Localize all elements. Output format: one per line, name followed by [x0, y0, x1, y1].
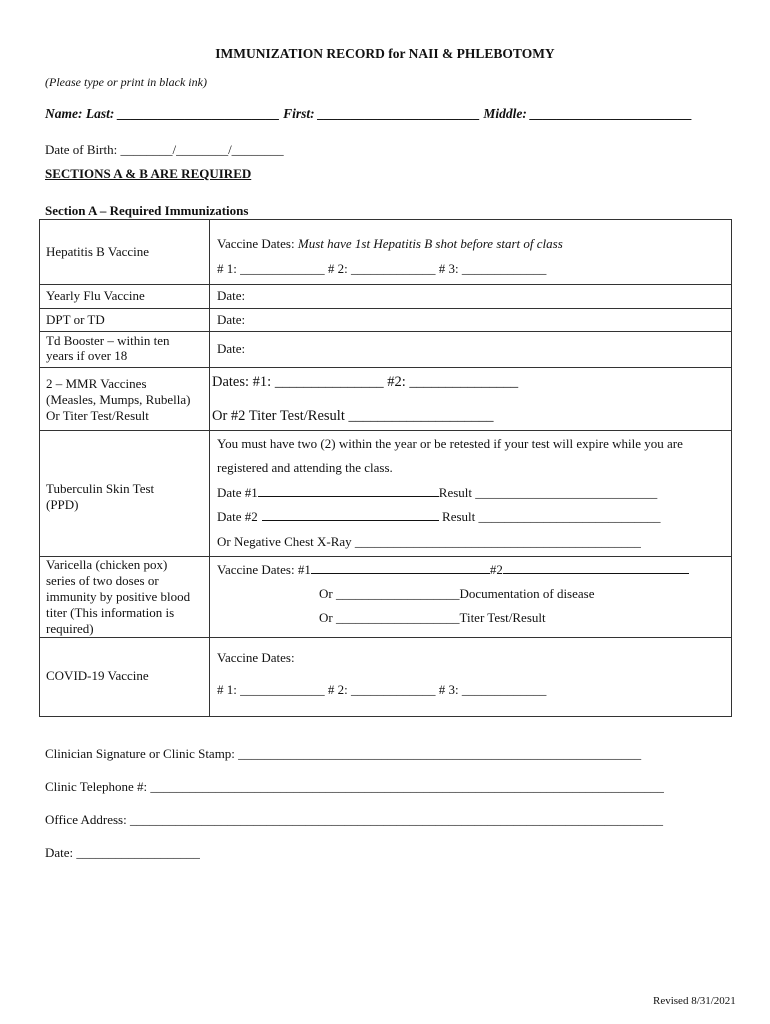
varicella-date2-line[interactable]: [503, 562, 689, 574]
covid-dates-heading: Vaccine Dates:: [217, 650, 295, 665]
tb-requirement-note-line2: registered and attending the class.: [217, 460, 393, 475]
varicella-label-line4: titer (This information is: [46, 605, 175, 620]
clinician-signature-field[interactable]: Clinician Signature or Clinic Stamp: ______________________________________________________________: [45, 746, 642, 761]
dpt-label: DPT or TD: [46, 312, 105, 327]
name-field-line[interactable]: Name: Last: ________________________ First: ________________________ Middle: ________________________: [45, 106, 693, 121]
varicella-label-line2: series of two doses or: [46, 573, 159, 588]
td-booster-date-field[interactable]: Date:: [217, 341, 246, 356]
hepatitis-b-label: Hepatitis B Vaccine: [46, 244, 150, 259]
flu-vaccine-label: Yearly Flu Vaccine: [46, 288, 145, 303]
hepatitis-b-dates-heading: [217, 236, 563, 252]
date-of-birth-field[interactable]: Date of Birth: ________/________/________: [45, 142, 284, 157]
tb-date1-label: Date #1: [217, 485, 258, 500]
clinic-telephone-field[interactable]: Clinic Telephone #: _______________________________________________________________________________: [45, 779, 664, 794]
tb-date2-line[interactable]: [262, 509, 439, 521]
table-row-divider: [39, 331, 732, 332]
varicella-date1-line[interactable]: [311, 562, 490, 574]
varicella-label-line3: immunity by positive blood: [46, 589, 191, 604]
table-row-divider: [39, 430, 732, 431]
tb-date2-row[interactable]: [217, 509, 661, 525]
table-column-divider: [209, 219, 210, 717]
covid-vaccine-label: COVID-19 Vaccine: [46, 668, 149, 683]
dpt-date-field[interactable]: Date:: [217, 312, 246, 327]
varicella-label: Varicella (chicken pox): [46, 557, 168, 572]
sections-required-heading: SECTIONS A & B ARE REQUIRED: [45, 166, 252, 181]
tb-skin-test-label: Tuberculin Skin Test: [46, 481, 155, 496]
table-row-divider: [39, 367, 732, 368]
ink-instruction: (Please type or print in black ink): [45, 75, 207, 89]
table-row-divider: [39, 308, 732, 309]
varicella-titer-field[interactable]: Or ___________________Titer Test/Result: [319, 610, 546, 625]
office-address-field[interactable]: Office Address: __________________________________________________________________________________: [45, 812, 663, 827]
tb-date2-label: Date #2: [217, 509, 258, 524]
date-field[interactable]: Date: ___________________: [45, 845, 200, 860]
varicella-dates-row[interactable]: [217, 562, 689, 578]
varicella-documentation-field[interactable]: Or ___________________Documentation of disease: [319, 586, 595, 601]
table-row-divider: [39, 284, 732, 285]
tb-result2-field[interactable]: Result ____________________________: [438, 509, 661, 524]
varicella-dates-prefix: Vaccine Dates: #1: [217, 562, 311, 577]
covid-dates-field[interactable]: # 1: _____________ # 2: _____________ # 3: _____________: [217, 682, 547, 697]
revision-date: Revised 8/31/2021: [653, 995, 736, 1007]
hepatitis-b-dates-prefix: Vaccine Dates:: [217, 236, 298, 251]
tb-skin-test-label-line2: (PPD): [46, 497, 79, 512]
hepatitis-b-dates-field[interactable]: # 1: _____________ # 2: _____________ # 3: _____________: [217, 261, 547, 276]
td-booster-label: Td Booster – within ten: [46, 333, 170, 348]
table-row-divider: [39, 637, 732, 638]
mmr-label: 2 – MMR Vaccines: [46, 376, 147, 391]
tb-requirement-note: You must have two (2) within the year or be retested if your test will expire while you are: [217, 436, 683, 451]
tb-date1-line[interactable]: [258, 485, 439, 497]
mmr-label-line2: (Measles, Mumps, Rubella): [46, 392, 191, 407]
varicella-label-line5: required): [46, 621, 94, 636]
td-booster-label-line2: years if over 18: [46, 348, 128, 363]
tb-chest-xray-field[interactable]: Or Negative Chest X-Ray ____________________________________________: [217, 534, 641, 549]
tb-result1-field[interactable]: Result ____________________________: [438, 485, 658, 500]
hepatitis-b-requirement-note: Must have 1st Hepatitis B shot before start of class: [297, 236, 563, 251]
mmr-titer-field[interactable]: Or #2 Titer Test/Result ____________________: [212, 408, 494, 424]
tb-date1-row[interactable]: [217, 485, 657, 501]
flu-vaccine-date-field[interactable]: Date:: [217, 288, 246, 303]
varicella-hash2-label: #2: [489, 562, 503, 577]
mmr-label-line3: Or Titer Test/Result: [46, 408, 149, 423]
section-a-heading: Section A – Required Immunizations: [45, 203, 249, 218]
form-title: IMMUNIZATION RECORD for NAII & PHLEBOTOMY: [215, 46, 555, 61]
mmr-dates-field[interactable]: Dates: #1: _______________ #2: _______________: [212, 374, 519, 390]
